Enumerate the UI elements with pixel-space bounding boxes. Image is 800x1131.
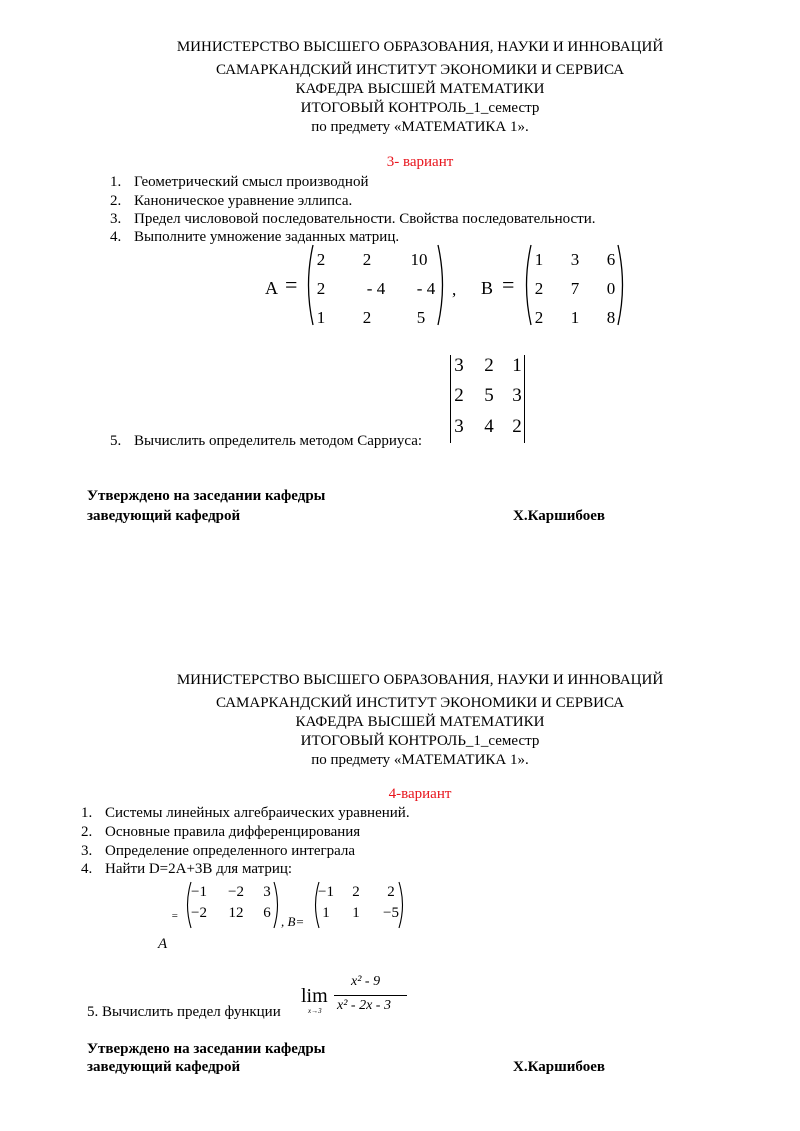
- head-role: заведующий кафедрой: [87, 508, 241, 524]
- matrix-cell: 2: [534, 279, 544, 298]
- matrix-cell: −1: [318, 884, 334, 900]
- matrix-cell: 0: [606, 279, 616, 298]
- matrix-cell: 1: [570, 308, 580, 327]
- question-text: Геометрический смысл производной: [134, 174, 369, 190]
- matrix-cell: 2: [352, 884, 360, 900]
- equals-sign: =: [285, 272, 298, 297]
- matrix-a-label: A: [265, 278, 278, 298]
- determinant-cell: 1: [512, 355, 522, 376]
- matrix-cell: 2: [387, 884, 395, 900]
- determinant-cell: 4: [484, 416, 494, 437]
- question-number: 4.: [81, 861, 93, 877]
- limit-subscript: x→3: [308, 1007, 322, 1015]
- approval-text: Утверждено на заседании кафедры: [87, 488, 326, 504]
- question-text: Основные правила дифференцирования: [105, 824, 361, 840]
- matrix-b-label: , B=: [281, 914, 305, 929]
- question-text: Определение определенного интеграла: [105, 843, 356, 859]
- matrix-cell: 3: [570, 250, 580, 269]
- question-text: Вычислить определитель методом Сарриуса:: [134, 433, 423, 449]
- limit-symbol: lim: [301, 985, 328, 1007]
- head-role: заведующий кафедрой: [87, 1059, 241, 1075]
- limit-numerator: x² - 9: [351, 974, 381, 989]
- matrix-cell: 2: [534, 308, 544, 327]
- determinant-cell: 2: [512, 416, 522, 437]
- matrix-cell: −1: [191, 884, 207, 900]
- question-text: Предел числововой последовательности. Свойства последовательности.: [134, 211, 596, 227]
- department-title: КАФЕДРА ВЫСШЕЙ МАТЕМАТИКИ: [295, 81, 545, 97]
- equals-sign: =: [171, 910, 179, 922]
- question-number: 1.: [110, 174, 122, 190]
- department-title: КАФЕДРА ВЫСШЕЙ МАТЕМАТИКИ: [295, 714, 545, 730]
- matrix-cell: 2: [316, 250, 326, 269]
- determinant-cell: 3: [454, 416, 464, 437]
- control-title: ИТОГОВЫЙ КОНТРОЛЬ_1_семестр: [300, 100, 540, 116]
- comma: ,: [452, 280, 457, 299]
- question-number: 4.: [110, 229, 122, 245]
- subject-title: по предмету «МАТЕМАТИКА 1».: [311, 119, 529, 135]
- fraction-bar: [334, 995, 407, 996]
- variant-title: 3- вариант: [386, 154, 454, 170]
- matrix-b-label: B: [481, 278, 494, 298]
- determinant-cell: 2: [454, 385, 464, 406]
- determinant-right-bar: [524, 355, 525, 443]
- matrix-cell: 12: [228, 905, 244, 921]
- matrix-cell: −2: [228, 884, 244, 900]
- determinant-cell: 3: [512, 385, 522, 406]
- head-name: Х.Каршибоев: [513, 1059, 605, 1075]
- head-name: Х.Каршибоев: [513, 508, 605, 524]
- question-number: 1.: [81, 805, 93, 821]
- doc2-header: [0, 671, 800, 770]
- matrix-cell: - 4: [366, 279, 386, 298]
- right-paren: [436, 244, 448, 326]
- institute-title: САМАРКАНДСКИЙ ИНСТИТУТ ЭКОНОМИКИ И СЕРВИСА: [215, 62, 625, 78]
- question-text: 5. Вычислить предел функции: [87, 1004, 281, 1020]
- matrix-cell: 6: [606, 250, 616, 269]
- question-number: 2.: [110, 193, 122, 209]
- determinant-cell: 2: [484, 355, 494, 376]
- question-number: 5.: [110, 433, 122, 449]
- control-title: ИТОГОВЫЙ КОНТРОЛЬ_1_семестр: [300, 733, 540, 749]
- matrix-cell: 1: [322, 905, 330, 921]
- matrix-cell: −5: [383, 905, 399, 921]
- doc1-header: [0, 38, 800, 137]
- matrix-cell: 8: [606, 308, 616, 327]
- matrix-cell: - 4: [416, 279, 436, 298]
- approval-text: Утверждено на заседании кафедры: [87, 1041, 326, 1057]
- ministry-title: МИНИСТЕРСТВО ВЫСШЕГО ОБРАЗОВАНИЯ, НАУКИ И ИННОВАЦИЙ: [176, 39, 664, 55]
- matrix-cell: 1: [352, 905, 360, 921]
- matrix-cell: 2: [362, 250, 372, 269]
- question-text: Каноническое уравнение эллипса.: [134, 193, 353, 209]
- institute-title: САМАРКАНДСКИЙ ИНСТИТУТ ЭКОНОМИКИ И СЕРВИСА: [215, 695, 625, 711]
- question-text: Выполните умножение заданных матриц.: [134, 229, 400, 245]
- matrix-cell: 5: [416, 308, 426, 327]
- question-text: Найти D=2A+3B для матриц:: [105, 861, 293, 877]
- question-number: 3.: [110, 211, 122, 227]
- determinant-cell: 5: [484, 385, 494, 406]
- matrix-cell: 1: [534, 250, 544, 269]
- equals-sign: =: [502, 272, 515, 297]
- question-number: 2.: [81, 824, 93, 840]
- matrix-cell: 3: [263, 884, 271, 900]
- subject-title: по предмету «МАТЕМАТИКА 1».: [311, 752, 529, 768]
- matrix-cell: 6: [263, 905, 271, 921]
- matrix-cell: 1: [316, 308, 326, 327]
- determinant-cell: 3: [454, 355, 464, 376]
- matrix-cell: 10: [410, 250, 428, 269]
- variant-title: 4-вариант: [388, 786, 452, 802]
- right-paren: [616, 244, 628, 326]
- question-text: Системы линейных алгебраических уравнений.: [105, 805, 410, 821]
- matrix-a-label: A: [158, 936, 168, 952]
- right-paren: [397, 881, 407, 929]
- matrix-cell: 2: [316, 279, 326, 298]
- matrix-cell: 2: [362, 308, 372, 327]
- limit-denominator: x² - 2x - 3: [337, 998, 391, 1013]
- matrix-cell: −2: [191, 905, 207, 921]
- matrix-cell: 7: [570, 279, 580, 298]
- question-number: 3.: [81, 843, 93, 859]
- ministry-title: МИНИСТЕРСТВО ВЫСШЕГО ОБРАЗОВАНИЯ, НАУКИ И ИННОВАЦИЙ: [176, 672, 664, 688]
